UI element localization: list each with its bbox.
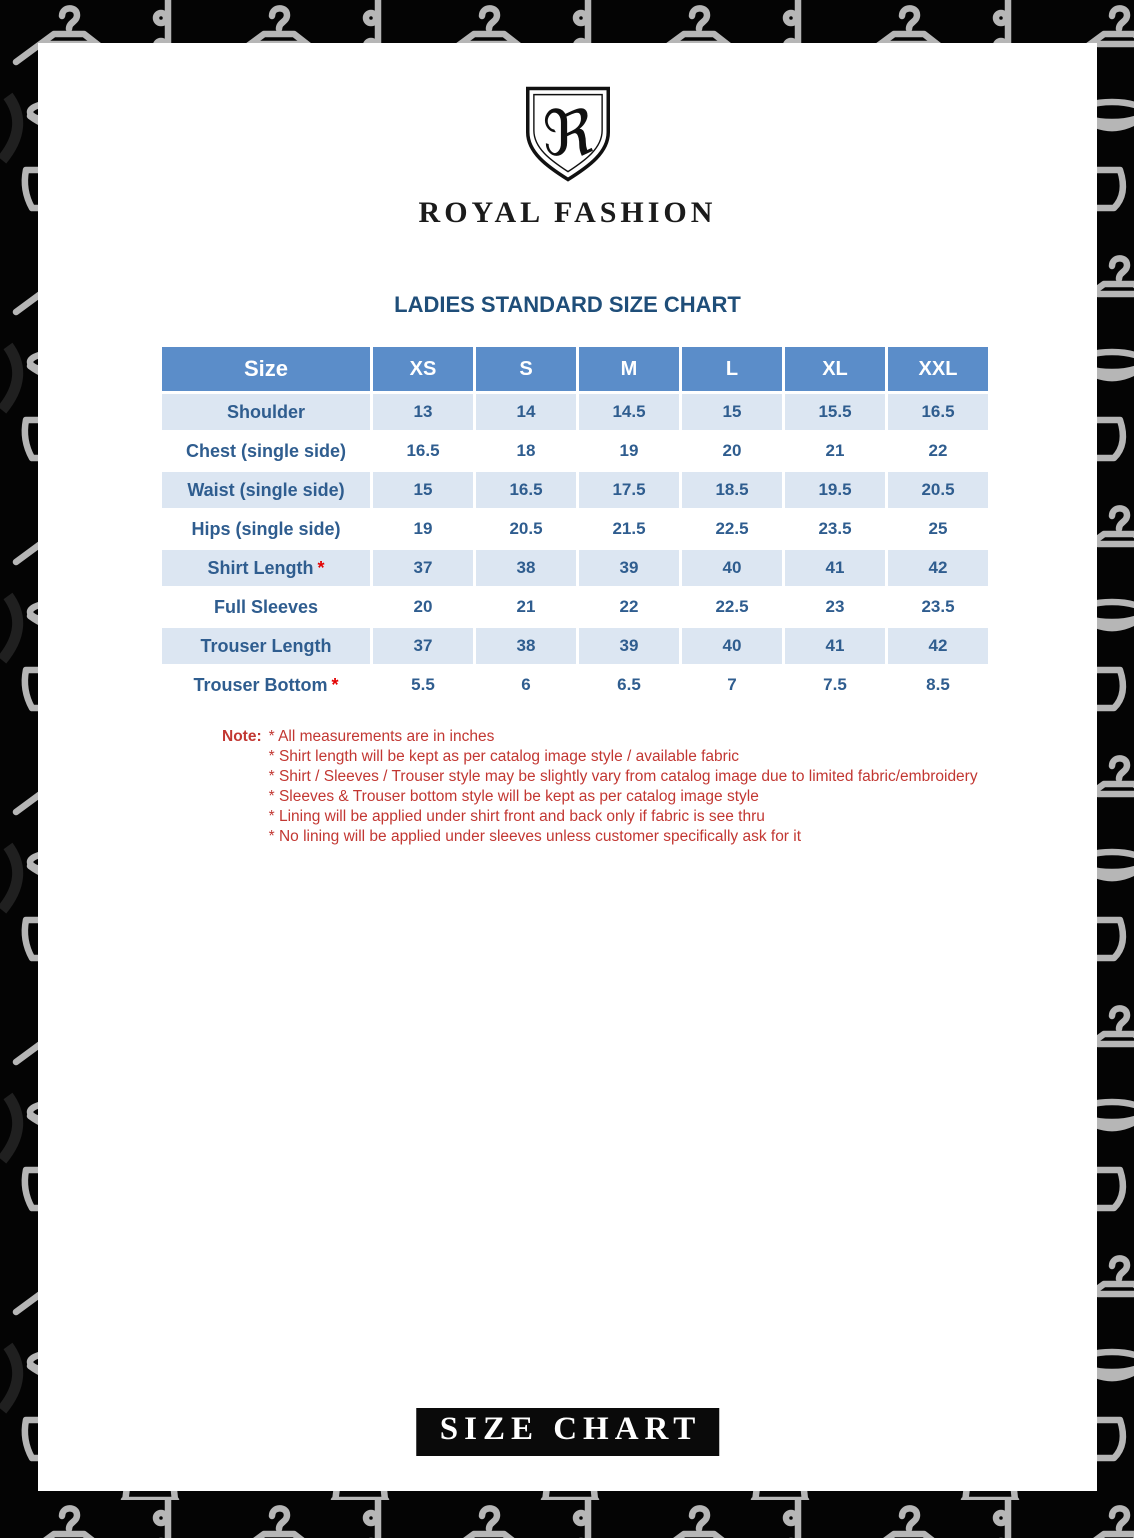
size-value-cell: 19.5 xyxy=(785,472,885,508)
row-label-text: Shirt Length xyxy=(207,557,314,578)
size-value-cell: 17.5 xyxy=(579,472,679,508)
size-value-cell: 5.5 xyxy=(373,667,473,703)
row-label-text: Full Sleeves xyxy=(213,596,319,617)
row-label xyxy=(162,589,370,625)
column-header-l: L xyxy=(682,347,782,391)
size-value-cell: 8.5 xyxy=(888,667,988,703)
size-value-cell: 22.5 xyxy=(682,589,782,625)
note-line: * Lining will be applied under shirt front and back only if fabric is see thru xyxy=(268,808,765,825)
row-label-text: Shoulder xyxy=(226,401,305,422)
size-value-cell: 23.5 xyxy=(888,589,988,625)
size-value-cell: 20.5 xyxy=(476,511,576,547)
column-header-xl: XL xyxy=(785,347,885,391)
size-table xyxy=(159,344,991,706)
size-chart-banner: SIZE CHART xyxy=(416,1408,719,1456)
size-value-cell: 7 xyxy=(682,667,782,703)
row-label-text: Hips (single side) xyxy=(191,518,341,539)
size-value-cell: 41 xyxy=(785,550,885,586)
row-label xyxy=(162,511,370,547)
column-header-s: S xyxy=(476,347,576,391)
size-chart-page xyxy=(38,43,1097,1491)
size-value-cell: 38 xyxy=(476,628,576,664)
table-row xyxy=(162,628,988,664)
size-value-cell: 40 xyxy=(682,550,782,586)
size-value-cell: 7.5 xyxy=(785,667,885,703)
size-value-cell: 22 xyxy=(579,589,679,625)
row-label-text: Trouser Length xyxy=(200,635,332,656)
note-lines xyxy=(269,727,978,847)
size-value-cell: 14 xyxy=(476,394,576,430)
size-value-cell: 23 xyxy=(785,589,885,625)
size-value-cell: 25 xyxy=(888,511,988,547)
note-line: * Shirt / Sleeves / Trouser style may be slightly vary from catalog image due to limited fabric/embroidery xyxy=(268,768,978,785)
fraktur-r-glyph: ℜ xyxy=(541,97,594,170)
note-line: * Sleeves & Trouser bottom style will be kept as per catalog image style xyxy=(268,788,759,805)
size-value-cell: 40 xyxy=(682,628,782,664)
row-label xyxy=(162,433,370,469)
size-value-cell: 37 xyxy=(373,628,473,664)
table-row xyxy=(162,433,988,469)
size-value-cell: 19 xyxy=(373,511,473,547)
size-value-cell: 16.5 xyxy=(373,433,473,469)
note-line: * Shirt length will be kept as per catalog image style / available fabric xyxy=(268,748,740,765)
table-row xyxy=(162,394,988,430)
row-label xyxy=(162,394,370,430)
row-label xyxy=(162,472,370,508)
brand-logo xyxy=(38,43,1097,231)
column-header-size: Size xyxy=(162,347,370,391)
row-label xyxy=(162,628,370,664)
table-row xyxy=(162,667,988,703)
column-header-m: M xyxy=(579,347,679,391)
size-value-cell: 23.5 xyxy=(785,511,885,547)
size-value-cell: 19 xyxy=(579,433,679,469)
required-asterisk: * xyxy=(317,557,325,578)
size-value-cell: 38 xyxy=(476,550,576,586)
brand-name: ROYAL FASHION xyxy=(418,196,717,229)
size-value-cell: 22 xyxy=(888,433,988,469)
size-value-cell: 6.5 xyxy=(579,667,679,703)
size-value-cell: 16.5 xyxy=(888,394,988,430)
size-value-cell: 42 xyxy=(888,550,988,586)
row-label-text: Waist (single side) xyxy=(187,479,345,500)
table-row xyxy=(162,589,988,625)
table-header-row xyxy=(162,347,988,391)
row-label-text: Trouser Bottom xyxy=(193,674,328,695)
size-value-cell: 22.5 xyxy=(682,511,782,547)
table-row xyxy=(162,550,988,586)
size-value-cell: 20 xyxy=(682,433,782,469)
size-value-cell: 20 xyxy=(373,589,473,625)
size-value-cell: 14.5 xyxy=(579,394,679,430)
note-line: * No lining will be applied under sleeves unless customer specifically ask for it xyxy=(268,828,802,845)
row-label-text: Chest (single side) xyxy=(185,440,347,461)
size-value-cell: 21 xyxy=(476,589,576,625)
size-value-cell: 16.5 xyxy=(476,472,576,508)
size-value-cell: 18 xyxy=(476,433,576,469)
required-asterisk: * xyxy=(331,674,339,695)
size-value-cell: 20.5 xyxy=(888,472,988,508)
size-value-cell: 15 xyxy=(373,472,473,508)
column-header-xxl: XXL xyxy=(888,347,988,391)
notes-section xyxy=(222,727,1097,847)
size-value-cell: 42 xyxy=(888,628,988,664)
note-line: * All measurements are in inches xyxy=(268,728,495,745)
size-value-cell: 21.5 xyxy=(579,511,679,547)
column-header-xs: XS xyxy=(373,347,473,391)
size-value-cell: 41 xyxy=(785,628,885,664)
size-value-cell: 39 xyxy=(579,550,679,586)
row-label xyxy=(162,550,370,586)
size-value-cell: 39 xyxy=(579,628,679,664)
row-label xyxy=(162,667,370,703)
size-value-cell: 21 xyxy=(785,433,885,469)
size-value-cell: 6 xyxy=(476,667,576,703)
size-value-cell: 13 xyxy=(373,394,473,430)
table-row xyxy=(162,472,988,508)
size-value-cell: 15 xyxy=(682,394,782,430)
note-label: Note: xyxy=(222,728,262,745)
size-value-cell: 18.5 xyxy=(682,472,782,508)
page-title: LADIES STANDARD SIZE CHART xyxy=(394,292,741,317)
size-value-cell: 37 xyxy=(373,550,473,586)
table-row xyxy=(162,511,988,547)
size-value-cell: 15.5 xyxy=(785,394,885,430)
shield-logo-icon xyxy=(524,85,612,183)
